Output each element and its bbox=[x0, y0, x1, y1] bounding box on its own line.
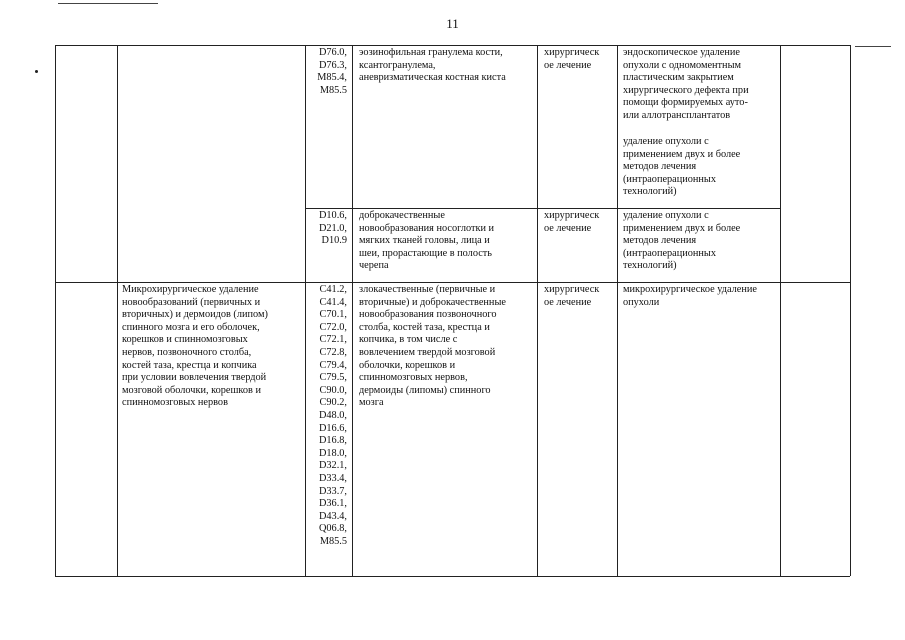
table-col-border-4 bbox=[537, 45, 538, 576]
table-col-border-5 bbox=[617, 45, 618, 576]
table-rule-row-2 bbox=[55, 282, 850, 283]
method-cell: микрохирургическое удаление опухоли bbox=[623, 284, 757, 308]
icd-codes-cell: D10.6, D21.0, D10.9 bbox=[318, 210, 347, 247]
table-rule-row-1b bbox=[305, 208, 780, 209]
treatment-type-cell: хирургическ ое лечение bbox=[544, 47, 600, 71]
scan-dot bbox=[35, 70, 38, 73]
diagnosis-cell: злокачественные (первичные и вторичные) и доброкачественные новообразования позвоночного столба, костей таза, крестца и копчика, в том числе с вовлечением твердой мозговой оболочки, корешков и спинномозговых нервов, дермоиды (липомы) спинного мозга bbox=[359, 284, 506, 409]
treatment-type-cell: хирургическ ое лечение bbox=[544, 210, 600, 234]
table-col-border-left bbox=[55, 45, 56, 576]
method-cell: удаление опухоли с применением двух и более методов лечения (интраоперационных технологий) bbox=[623, 210, 741, 272]
scan-mark-top-right bbox=[855, 46, 891, 47]
table-rule-bottom bbox=[55, 576, 850, 577]
icd-codes-cell: C41.2, C41.4, C70.1, C72.0, C72.1, C72.8, C79.4, C79.5, C90.0, C90.2, D48.0, D16.6, D16.8, D18.0, D32.1, D33.4, D33.7, D36.1, D43.4, Q06.8, M85.5 bbox=[318, 284, 347, 547]
diagnosis-cell: доброкачественные новообразования носоглотки и мягких тканей головы, лица и шеи, прорастающие в полость черепа bbox=[359, 210, 495, 272]
procedure-name-cell: Микрохирургическое удаление новообразований (первичных и вторичных) и дермоидов (липом) спинного мозга и его оболочек, корешков и спинномозговых нервов, позвоночного столба, костей таза, крестца и копчика при условии вовлечения твердой мозговой оболочки, корешков и спинномозговых нервов bbox=[122, 284, 268, 409]
diagnosis-cell: эозинофильная гранулема кости, ксантогранулема, аневризматическая костная киста bbox=[359, 47, 506, 84]
treatment-type-cell: хирургическ ое лечение bbox=[544, 284, 600, 308]
scan-mark-top-left bbox=[58, 3, 158, 4]
table-col-border-2 bbox=[305, 45, 306, 576]
icd-codes-cell: D76.0, D76.3, M85.4, M85.5 bbox=[317, 47, 347, 96]
method-cell: удаление опухоли с применением двух и более методов лечения (интраоперационных технологий) bbox=[623, 136, 741, 198]
method-cell: эндоскопическое удаление опухоли с одномоментным пластическим закрытием хирургического дефекта при помощи формируемых ауто- или аллотрансплантатов bbox=[623, 47, 749, 121]
table-col-border-3 bbox=[352, 45, 353, 576]
table-rule-top bbox=[55, 45, 850, 46]
page-number: 11 bbox=[446, 16, 459, 31]
table-col-border-6 bbox=[780, 45, 781, 576]
table-col-border-1 bbox=[117, 45, 118, 576]
table-col-border-right bbox=[850, 45, 851, 576]
